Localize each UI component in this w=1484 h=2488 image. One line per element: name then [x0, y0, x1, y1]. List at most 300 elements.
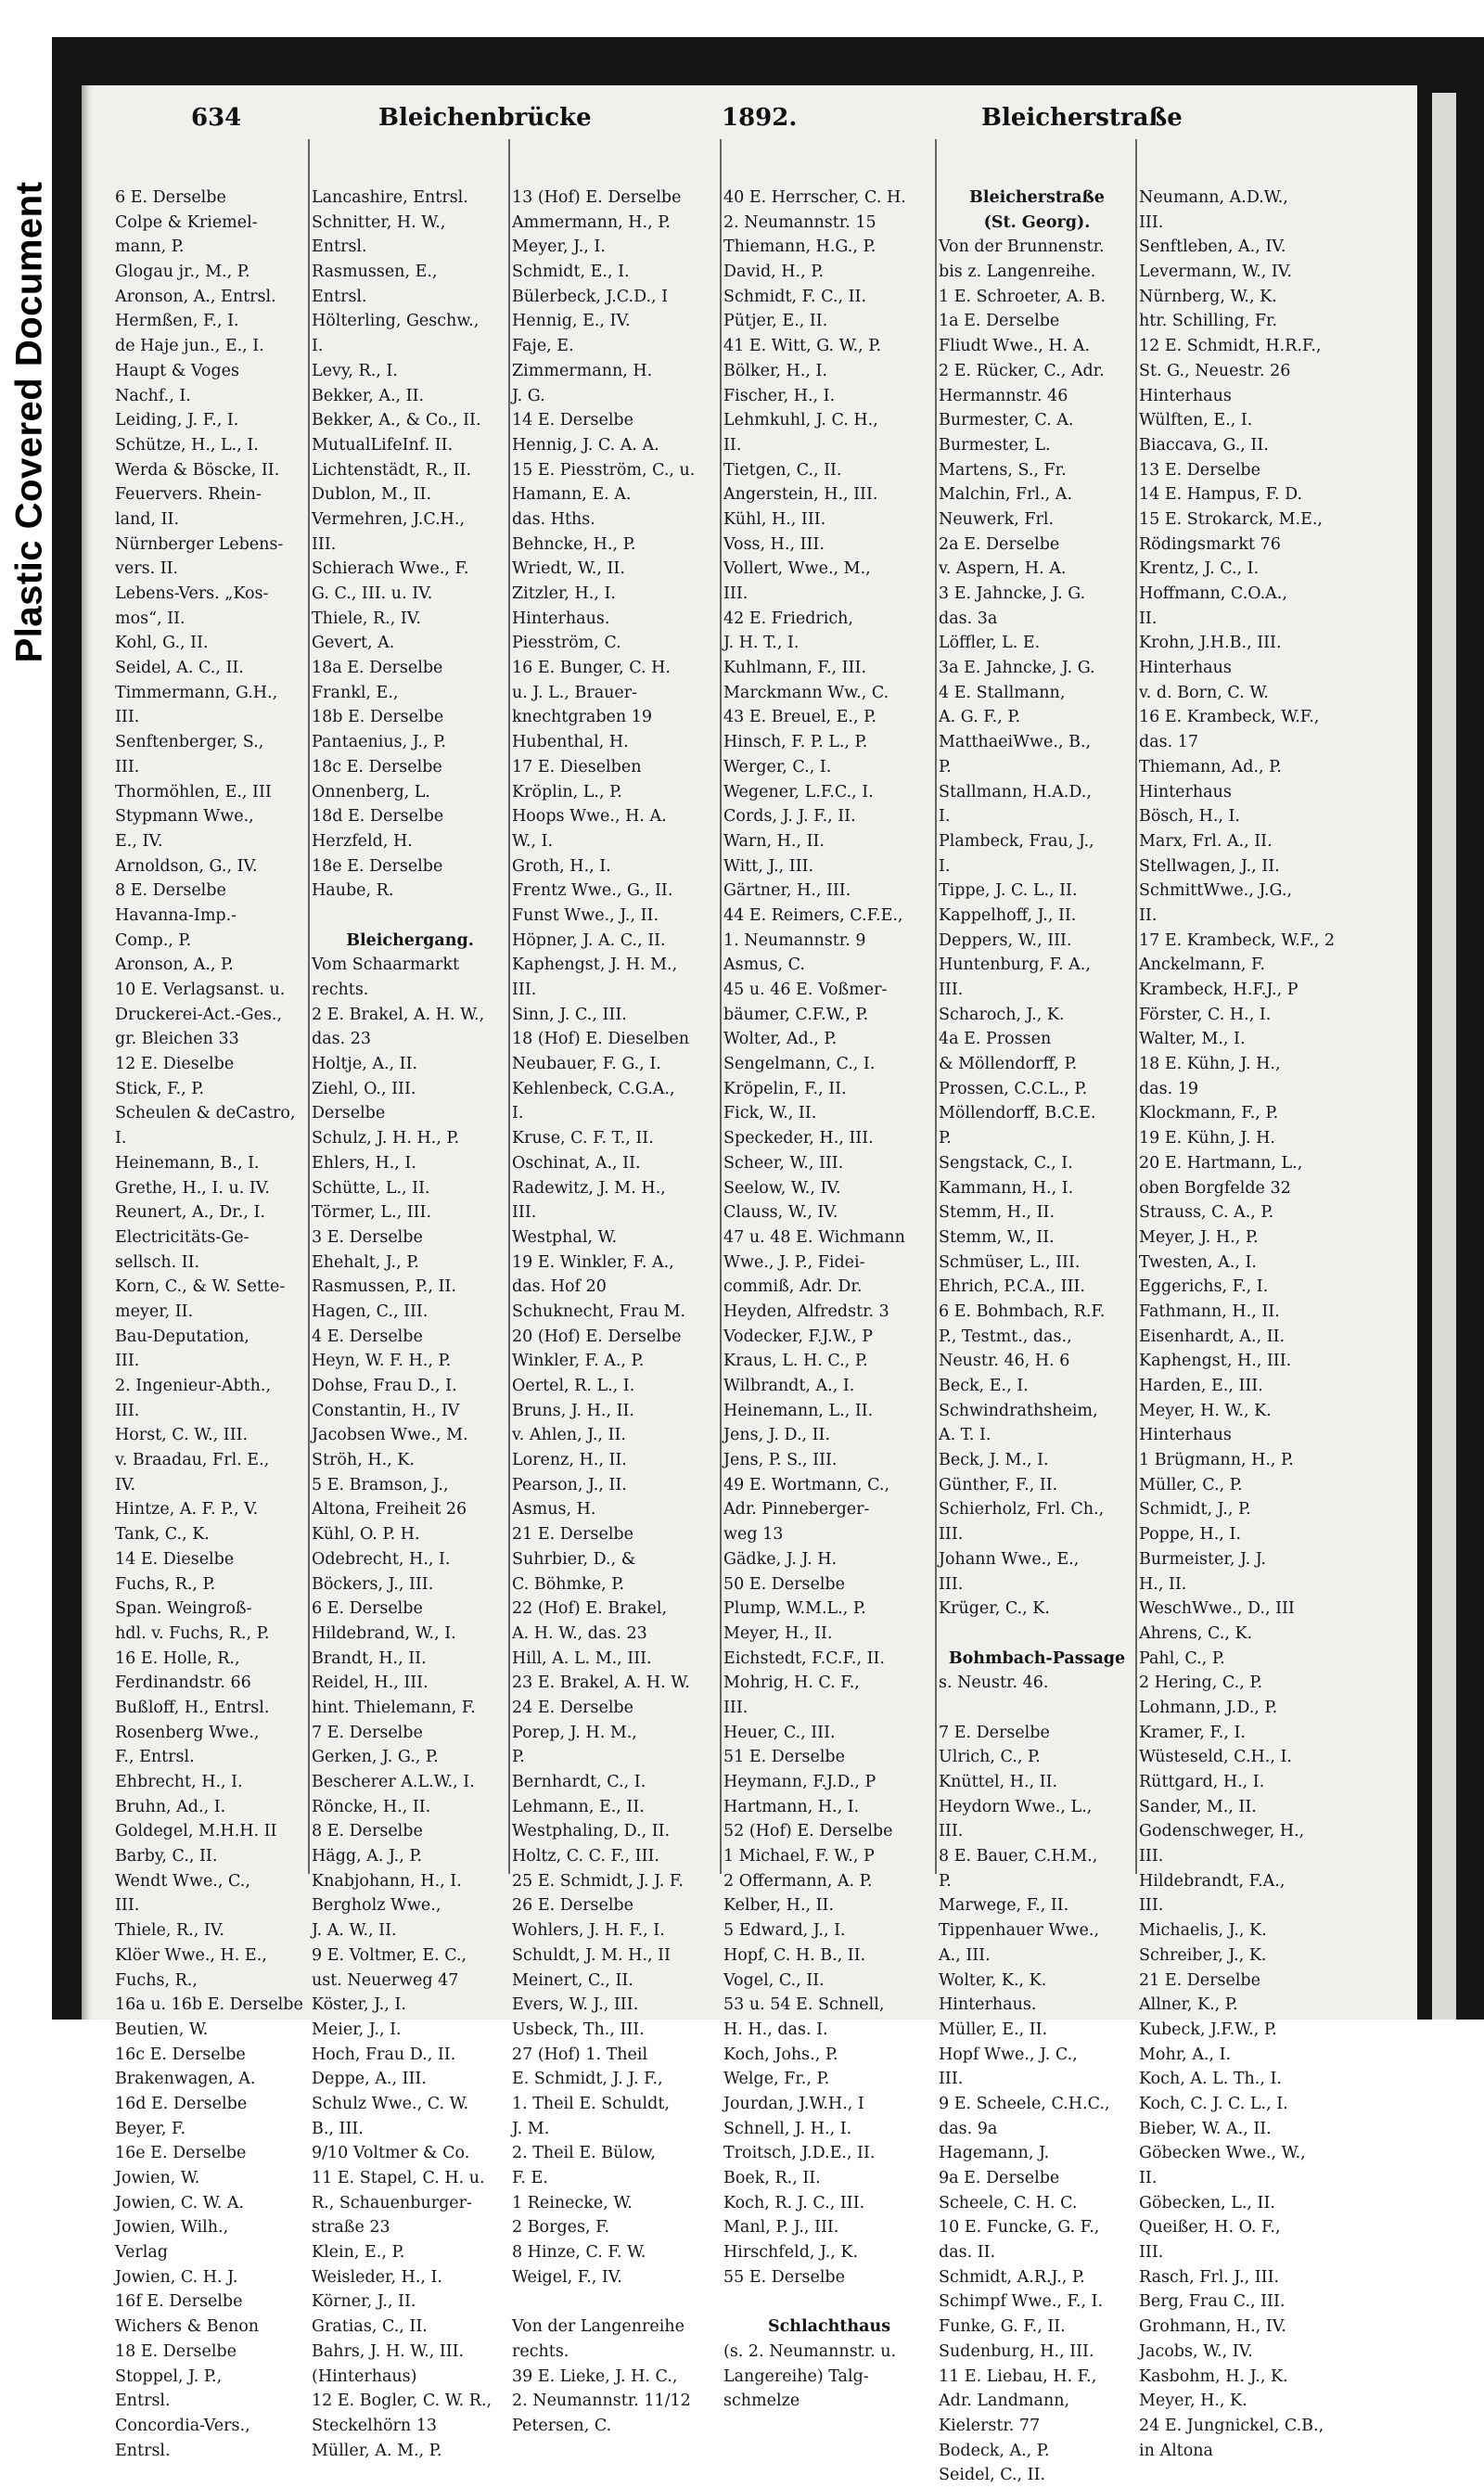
directory-entry: 26 E. Derselbe [512, 1896, 633, 1916]
directory-entry: Adr. Pinneberger- [723, 1500, 870, 1520]
directory-entry: 20 E. Hartmann, L., [1139, 1153, 1303, 1173]
directory-entry [935, 1622, 1135, 1647]
directory-entry: Hölterling, Geschw., [312, 312, 480, 331]
directory-entry: Hagen, C., III. [312, 1302, 429, 1321]
directory-entry: F., Entrsl. [115, 1748, 195, 1767]
directory-entry: Ehehalt, J., P. [312, 1252, 419, 1272]
directory-entry: Huntenburg, F. A., [939, 955, 1091, 975]
directory-entry: Heyn, W. F. H., P. [312, 1352, 452, 1371]
directory-entry: A., III. [939, 1945, 991, 1965]
directory-entry [508, 2289, 720, 2315]
directory-entry: Hermßen, F., I. [115, 312, 239, 331]
directory-entry: Jacobs, W., IV. [1139, 2341, 1253, 2361]
directory-entry: de Haje jun., E., I. [115, 337, 264, 356]
directory-entry: E., IV. [115, 831, 163, 851]
directory-entry: 21 E. Derselbe [1139, 1970, 1260, 1990]
directory-entry: Krambeck, H.F.J., P [1139, 981, 1298, 999]
directory-entry: 12 E. Dieselbe [115, 1055, 235, 1074]
directory-entry: Koch, Johs., P. [723, 2045, 838, 2064]
directory-entry: Schnitter, H. W., [312, 212, 446, 232]
directory-entry: Koch, A. L. Th., I. [1139, 2070, 1282, 2089]
directory-entry: Deppers, W., III. [939, 930, 1072, 950]
directory-entry: 16e E. Derselbe [115, 2144, 247, 2163]
directory-entry: Bieber, W. A., II. [1139, 2119, 1272, 2138]
directory-entry: III. [939, 981, 964, 999]
header-row [82, 104, 1417, 150]
directory-entry: III. [939, 1822, 964, 1841]
directory-entry: 13 E. Derselbe [1139, 460, 1260, 480]
directory-entry: III. [1139, 2243, 1164, 2263]
directory-entry: Vom Schaarmarkt [312, 955, 460, 975]
directory-entry: Tippe, J. C. L., II. [939, 881, 1078, 901]
directory-entry: Hildebrand, W., I. [312, 1623, 456, 1643]
directory-entry: Adr. Landmann, [939, 2392, 1070, 2411]
directory-entry: Kuhlmann, F., III. [723, 659, 866, 678]
directory-entry: III. [939, 1574, 964, 1594]
directory-entry: A. T. I. [939, 1426, 991, 1445]
directory-entry: Witt, J., III. [723, 856, 814, 876]
directory-entry: das. 9a [939, 2119, 998, 2138]
directory-entry: Schuldt, J. M. H., II [512, 1945, 671, 1965]
directory-entry: 49 E. Wortmann, C., [723, 1475, 890, 1494]
directory-entry: A. G. F., P. [939, 708, 1021, 727]
directory-entry: 19 E. Winkler, F. A., [512, 1252, 674, 1272]
directory-entry: Bleicherstraße [969, 188, 1105, 207]
directory-entry: 18 (Hof) E. Dieselben [512, 1030, 689, 1049]
directory-entry: Hintze, A. F. P., V. [115, 1500, 259, 1520]
directory-entry: Wwe., J. P., Fidei- [723, 1252, 865, 1272]
directory-entry: Kohl, G., II. [115, 634, 209, 653]
directory-entry: 53 u. 54 E. Schnell, [723, 1995, 885, 2015]
directory-entry: Thiele, R., IV. [312, 609, 421, 628]
side-label: Plastic Covered Document [8, 181, 50, 663]
directory-entry: Strauss, C. A., P. [1139, 1203, 1274, 1223]
directory-entry: Neumann, A.D.W., [1139, 188, 1288, 207]
directory-entry: Cords, J. J. F., II. [723, 807, 856, 827]
directory-entry: Neustr. 46, H. 6 [939, 1352, 1070, 1371]
directory-entry: Funke, G. F., II. [939, 2317, 1066, 2337]
directory-entry: Clauss, W., IV. [723, 1203, 838, 1223]
directory-entry: Schmidt, J., P. [1139, 1500, 1251, 1520]
directory-entry: Schütze, H., L., I. [115, 435, 259, 455]
directory-entry: Warn, H., II. [723, 831, 825, 851]
directory-entry: Vodecker, F.J.W., P [723, 1327, 874, 1346]
directory-entry: Fick, W., II. [723, 1104, 817, 1123]
directory-entry: 40 E. Herrscher, C. H. [723, 188, 906, 207]
directory-entry: 6 E. Bohmbach, R.F. [939, 1302, 1106, 1321]
directory-entry: Rasch, Frl. J., III. [1139, 2267, 1280, 2287]
directory-entry: 52 (Hof) E. Derselbe [723, 1822, 893, 1841]
directory-entry: J. G. [512, 386, 545, 405]
directory-entry: 1 Brügmann, H., P. [1139, 1451, 1294, 1470]
directory-entry: Jourdan, J.W.H., I [723, 2094, 864, 2113]
directory-entry: Wülften, E., I. [1139, 411, 1253, 430]
directory-entry: 47 u. 48 E. Wichmann [723, 1227, 905, 1247]
directory-entry: Schierholz, Frl. Ch., [939, 1500, 1105, 1520]
directory-entry: Boek, R., II. [723, 2169, 821, 2187]
directory-entry: hdl. v. Fuchs, R., P. [115, 1623, 270, 1643]
directory-entry: J. M. [512, 2119, 550, 2138]
directory-entry: v. Ahlen, J., II. [512, 1426, 626, 1445]
directory-entry: Klöer Wwe., H. E., [115, 1945, 267, 1965]
directory-entry: Scheulen & deCastro, [115, 1104, 296, 1123]
directory-entry: 21 E. Derselbe [512, 1525, 633, 1545]
directory-entry: R., Schauenburger- [312, 2193, 472, 2212]
directory-entry: 50 E. Derselbe [723, 1574, 845, 1594]
directory-entry: Burmester, C. A. [939, 411, 1074, 430]
directory-entry: Petersen, C. [512, 2416, 612, 2435]
directory-entry: 6 E. Derselbe [312, 1599, 423, 1619]
directory-entry: Asmus, H. [512, 1500, 596, 1520]
directory-entry: weg 13 [723, 1525, 784, 1545]
directory-entry: Langereihe) Talg- [723, 2366, 869, 2386]
directory-entry: Funst Wwe., J., II. [512, 905, 659, 925]
directory-entry: Schuknecht, Frau M. [512, 1302, 686, 1321]
directory-entry: Böckers, J., III. [312, 1574, 434, 1594]
directory-entry: 1 Reinecke, W. [512, 2193, 633, 2212]
directory-entry: Thiele, R., IV. [115, 1921, 224, 1941]
directory-entry: Bekker, A., & Co., II. [312, 411, 481, 430]
directory-entry: 43 E. Breuel, E., P. [723, 708, 876, 727]
directory-entry: 2. Neumannstr. 11/12 [512, 2392, 691, 2411]
directory-entry: Wilbrandt, A., I. [723, 1377, 855, 1395]
directory-entry: C. Böhmke, P. [512, 1574, 625, 1594]
directory-entry: Bleichergang. [346, 930, 474, 950]
directory-entry: Sinn, J. C., III. [512, 1005, 627, 1024]
directory-entry: Kröpelin, F., II. [723, 1079, 847, 1098]
directory-entry: Goldegel, M.H.H. II [115, 1822, 277, 1841]
directory-entry: 24 E. Jungnickel, C.B., [1139, 2416, 1324, 2435]
directory-entry: Colpe & Kriemel- [115, 212, 258, 232]
directory-entry: Suhrbier, D., & [512, 1549, 636, 1569]
directory-entry: Hinterhaus [1139, 659, 1232, 678]
directory-entry: 16 E. Krambeck, W.F., [1139, 708, 1320, 727]
directory-entry: P., Testmt., das., [939, 1327, 1072, 1346]
directory-entry: Koch, C. J. C. L., I. [1139, 2094, 1288, 2113]
directory-entry: Bösch, H., I. [1139, 807, 1240, 827]
directory-entry: das. 17 [1139, 733, 1199, 752]
directory-entry: III. [115, 708, 140, 727]
directory-entry: Usbeck, Th., III. [512, 2020, 645, 2039]
directory-entry: Meyer, H., II. [723, 1623, 833, 1643]
directory-entry: 8 E. Derselbe [312, 1822, 423, 1841]
directory-entry: Von der Brunnenstr. [939, 237, 1105, 257]
directory-entry: Hopf, C. H. B., II. [723, 1945, 866, 1965]
directory-entry: Jowien, Wilh., [115, 2218, 229, 2238]
directory-entry: Müller, E., II. [939, 2020, 1048, 2039]
directory-entry: Stick, F., P. [115, 1079, 205, 1098]
directory-entry: Tietgen, C., II. [723, 460, 842, 480]
directory-entry: Sengstack, C., I. [939, 1153, 1073, 1173]
directory-entry: 14 E. Derselbe [512, 411, 633, 430]
directory-entry: Haupt & Voges [115, 361, 240, 380]
directory-entry: Vogel, C., II. [723, 1970, 825, 1990]
directory-entry: 15 E. Strokarck, M.E., [1139, 509, 1323, 529]
directory-entry: Tank, C., K. [115, 1525, 210, 1545]
directory-entry: 7 E. Derselbe [312, 1723, 423, 1742]
directory-entry: MatthaeiWwe., B., [939, 733, 1092, 752]
directory-entry: I. [939, 856, 951, 876]
directory-entry: Biaccava, G., II. [1139, 435, 1269, 455]
directory-entry: Hinterhaus. [939, 1995, 1037, 2015]
directory-entry: Hartmann, H., I. [723, 1797, 860, 1816]
directory-entry: Hinterhaus [1139, 386, 1232, 405]
directory-entry: Jacobsen Wwe., M. [312, 1426, 468, 1445]
directory-entry: v. d. Born, C. W. [1139, 683, 1269, 702]
column-1 [111, 186, 308, 2460]
directory-entry: Beck, J. M., I. [939, 1451, 1049, 1470]
directory-entry: Kühl, O. P. H. [312, 1525, 420, 1545]
directory-entry: III. [512, 1203, 537, 1223]
directory-entry: Seidel, A. C., II. [115, 659, 244, 678]
directory-entry: Twesten, A., I. [1139, 1252, 1257, 1272]
directory-entry: & Möllendorff, P. [939, 1055, 1078, 1074]
directory-entry: rechts. [312, 981, 369, 999]
directory-entry: Pantaenius, J., P. [312, 733, 446, 752]
column-6 [1135, 186, 1336, 2460]
directory-entry: Bescherer A.L.W., I. [312, 1773, 475, 1791]
directory-entry: in Altona [1139, 2441, 1213, 2460]
directory-entry: Asmus, C. [723, 955, 805, 975]
directory-entry: Schütte, L., II. [312, 1178, 430, 1198]
directory-columns [111, 186, 1336, 2485]
directory-entry: Altona, Freiheit 26 [312, 1500, 467, 1520]
directory-entry: 2a E. Derselbe [939, 534, 1060, 554]
directory-entry: Senftenberger, S., [115, 733, 264, 752]
directory-entry: I. [312, 337, 324, 356]
directory-entry: IV. [115, 1475, 136, 1494]
directory-entry: Lohmann, J.D., P. [1139, 1698, 1278, 1717]
directory-entry: III. [512, 981, 537, 999]
directory-entry: Bruns, J. H., II. [512, 1401, 634, 1420]
directory-entry: mann, P. [115, 237, 185, 257]
directory-entry: Gärtner, H., III. [723, 881, 851, 901]
directory-entry: 2 Offermann, A. P. [723, 1871, 873, 1891]
directory-entry: Wichers & Benon [115, 2317, 260, 2337]
directory-entry: Reidel, H., III. [312, 1674, 429, 1693]
directory-entry: 6 E. Derselbe [115, 188, 226, 207]
directory-entry: 18 E. Derselbe [115, 2341, 237, 2361]
directory-entry: Martens, S., Fr. [939, 460, 1067, 480]
directory-entry: 11 E. Liebau, H. F., [939, 2366, 1097, 2386]
directory-entry: 4a E. Prossen [939, 1030, 1052, 1049]
directory-entry: v. Aspern, H. A. [939, 559, 1067, 579]
directory-entry: Kehlenbeck, C.G.A., [512, 1079, 675, 1098]
directory-entry: P. [512, 1748, 525, 1767]
directory-entry: hint. Thielemann, F. [312, 1698, 476, 1717]
directory-entry: Prossen, C.C.L., P. [939, 1079, 1088, 1098]
directory-entry: Leiding, J. F., I. [115, 411, 239, 430]
directory-entry: Aronson, A., Entrsl. [115, 287, 276, 306]
directory-entry: 13 (Hof) E. Derselbe [512, 188, 682, 207]
directory-entry: Gevert, A. [312, 634, 395, 653]
directory-entry: Dohse, Frau D., I. [312, 1377, 457, 1395]
directory-entry: Speckeder, H., III. [723, 1129, 874, 1148]
directory-entry: Kaphengst, J. H. M., [512, 955, 678, 975]
directory-entry: Wüsteseld, C.H., I. [1139, 1748, 1292, 1767]
directory-entry: 16 E. Bunger, C. H. [512, 659, 671, 678]
right-street-heading: Bleicherstraße [981, 104, 1183, 132]
directory-entry: 27 (Hof) 1. Theil [512, 2045, 648, 2064]
directory-entry: 4 E. Stallmann, [939, 683, 1066, 702]
directory-entry: 18c E. Derselbe [312, 757, 442, 776]
directory-entry: Concordia-Vers., [115, 2416, 250, 2435]
directory-entry: Gratias, C., II. [312, 2317, 428, 2337]
directory-entry: Müller, C., P. [1139, 1475, 1243, 1494]
directory-entry: 2 Hering, C., P. [1139, 1674, 1263, 1693]
directory-entry [720, 2289, 935, 2315]
directory-entry: 4 E. Derselbe [312, 1327, 423, 1346]
directory-entry: Eichstedt, F.C.F., II. [723, 1648, 885, 1668]
directory-entry: Levy, R., I. [312, 361, 398, 380]
directory-entry: Wriedt, W., II. [512, 559, 625, 579]
directory-entry: Nürnberg, W., K. [1139, 287, 1277, 306]
directory-entry: Röncke, H., II. [312, 1797, 431, 1816]
directory-entry: Kröplin, L., P. [512, 782, 622, 802]
page-edge [1432, 93, 1456, 2020]
directory-entry: Holtz, C. C. F., III. [512, 1847, 659, 1866]
directory-entry: Mohrig, H. C. F., [723, 1674, 860, 1693]
directory-entry: Schnell, J. H., I. [723, 2119, 852, 2138]
directory-entry: Glogau jr., M., P. [115, 263, 250, 282]
directory-entry: Löffler, L. E. [939, 634, 1041, 653]
directory-entry: Godenschweger, H., [1139, 1822, 1305, 1841]
directory-entry: Westphaling, D., II. [512, 1822, 671, 1841]
directory-entry: II. [1139, 905, 1158, 925]
directory-entry: 12 E. Bogler, C. W. R., [312, 2392, 493, 2411]
directory-entry: das. Hths. [512, 509, 595, 529]
directory-entry: Barby, C., II. [115, 1847, 218, 1866]
directory-entry: Senftleben, A., IV. [1139, 237, 1286, 257]
directory-entry: I. [115, 1129, 127, 1148]
directory-entry: SchmittWwe., J.G., [1139, 881, 1293, 901]
directory-entry: Hoch, Frau D., II. [312, 2045, 456, 2064]
directory-entry: Brandt, H., II. [312, 1648, 427, 1668]
directory-entry: Horst, C. W., III. [115, 1426, 249, 1445]
directory-entry: Groth, H., I. [512, 856, 611, 876]
directory-entry: Gerken, J. G., P. [312, 1748, 439, 1767]
directory-entry: Schlachthaus [767, 2317, 891, 2337]
directory-entry: Knabjohann, H., I. [312, 1871, 462, 1891]
directory-entry: 3a E. Jahncke, J. G. [939, 659, 1095, 678]
directory-entry: Dublon, M., II. [312, 485, 432, 505]
directory-entry: Bau-Deputation, [115, 1327, 249, 1346]
directory-entry: Beutien, W. [115, 2020, 209, 2039]
directory-entry: Reunert, A., Dr., I. [115, 1203, 265, 1223]
directory-entry: Göbecken, L., II. [1139, 2193, 1275, 2212]
directory-entry: Klockmann, F., P. [1139, 1104, 1279, 1123]
directory-entry: III. [723, 584, 748, 603]
directory-entry: Welge, Fr., P. [723, 2070, 830, 2089]
directory-entry: Krüger, C., K. [939, 1599, 1050, 1619]
directory-entry: 1. Neumannstr. 9 [723, 930, 866, 950]
directory-entry: H. H., das. I. [723, 2020, 828, 2039]
directory-entry: Arnoldson, G., IV. [115, 856, 258, 876]
directory-entry: Holtje, A., II. [312, 1055, 418, 1074]
directory-entry: Druckerei-Act.-Ges., [115, 1005, 283, 1024]
directory-entry: Schreiber, J., K. [1139, 1945, 1267, 1965]
directory-entry: 16 E. Holle, R., [115, 1648, 240, 1668]
directory-entry: III. [723, 1698, 748, 1717]
directory-entry: Kaphengst, H., III. [1139, 1352, 1292, 1371]
directory-entry: Stoppel, J. P., [115, 2366, 223, 2386]
directory-entry: Electricitäts-Ge- [115, 1227, 249, 1247]
directory-entry: 12 E. Schmidt, H.R.F., [1139, 337, 1322, 356]
directory-entry: 8 E. Bauer, C.H.M., [939, 1847, 1098, 1866]
directory-entry: Hoops Wwe., H. A. [512, 807, 667, 827]
directory-entry: Behncke, H., P. [512, 534, 636, 554]
side-tab [0, 0, 52, 2020]
directory-entry: Bruhn, Ad., I. [115, 1797, 226, 1816]
directory-entry: Ehrich, P.C.A., III. [939, 1277, 1085, 1297]
directory-entry: Lichtenstädt, R., II. [312, 460, 472, 480]
directory-entry: commiß, Adr. Dr. [723, 1277, 863, 1297]
directory-entry: Oertel, R. L., I. [512, 1377, 635, 1395]
directory-entry: Ahrens, C., K. [1139, 1623, 1253, 1643]
directory-entry: Stypmann Wwe., [115, 807, 254, 827]
directory-entry: v. Braadau, Frl. E., [115, 1451, 270, 1470]
directory-entry: Weisleder, H., I. [312, 2267, 442, 2287]
directory-entry: Nachf., I. [115, 386, 191, 405]
directory-entry: Hopf Wwe., J. C., [939, 2045, 1078, 2064]
directory-entry: Hennig, J. C. A. A. [512, 435, 659, 455]
directory-entry: Allner, K., P. [1139, 1995, 1238, 2015]
directory-entry: Scharoch, J., K. [939, 1005, 1065, 1024]
directory-entry: Pahl, C., P. [1139, 1648, 1225, 1668]
directory-entry: 17 E. Krambeck, W.F., 2 [1139, 930, 1336, 950]
directory-entry: Schmüser, L., III. [939, 1252, 1081, 1272]
directory-entry: (Hinterhaus) [312, 2366, 417, 2386]
directory-entry: 18 E. Kühn, J. H., [1139, 1055, 1281, 1074]
directory-entry: II. [1139, 609, 1158, 628]
directory-entry: 14 E. Dieselbe [115, 1549, 235, 1569]
directory-entry: III. [115, 1896, 140, 1916]
directory-entry: J. H. T., I. [723, 634, 800, 653]
directory-entry: Malchin, Frl., A. [939, 485, 1073, 505]
directory-entry: htr. Schilling, Fr. [1139, 312, 1278, 331]
directory-entry: das. Hof 20 [512, 1277, 607, 1297]
directory-entry: Heydorn Wwe., L., [939, 1797, 1093, 1816]
directory-entry: 11 E. Stapel, C. H. u. [312, 2169, 485, 2187]
directory-entry: 8 Hinze, C. F. W. [512, 2243, 646, 2263]
directory-entry: Burmeister, J. J. [1139, 1549, 1266, 1569]
directory-entry: Stemm, H., II. [939, 1203, 1055, 1223]
directory-entry: u. J. L., Brauer- [512, 683, 638, 702]
directory-entry: Werger, C., I. [723, 757, 832, 776]
directory-entry: 16f E. Derselbe [115, 2292, 243, 2312]
directory-entry: III. [115, 757, 140, 776]
directory-entry: Hinsch, F. P. L., P. [723, 733, 868, 752]
directory-entry: Frankl, E., [312, 683, 399, 702]
directory-entry: Queißer, H. O. F., [1139, 2218, 1281, 2238]
directory-entry: David, H., P. [723, 263, 825, 282]
directory-entry: Lancashire, Entrsl. [312, 188, 468, 207]
directory-entry: mos“, II. [115, 609, 186, 628]
directory-entry: 5 E. Bramson, J., [312, 1475, 449, 1494]
directory-entry: Tippenhauer Wwe., [939, 1921, 1100, 1941]
directory-entry: Meyer, J. H., P. [1139, 1227, 1259, 1247]
directory-entry: Stallmann, H.A.D., [939, 782, 1092, 802]
directory-entry: F. E. [512, 2169, 548, 2187]
directory-entry: 2. Neumannstr. 15 [723, 212, 876, 232]
directory-entry: 18b E. Derselbe [312, 708, 444, 727]
directory-entry: Schmidt, A.R.J., P. [939, 2267, 1085, 2287]
directory-entry: 9/10 Voltmer & Co. [312, 2144, 470, 2163]
directory-entry: Kielerstr. 77 [939, 2416, 1041, 2435]
directory-entry: I. [939, 807, 951, 827]
directory-entry: bäumer, C.F.W., P. [723, 1005, 869, 1024]
directory-entry: Hoffmann, C.O.A., [1139, 584, 1287, 603]
